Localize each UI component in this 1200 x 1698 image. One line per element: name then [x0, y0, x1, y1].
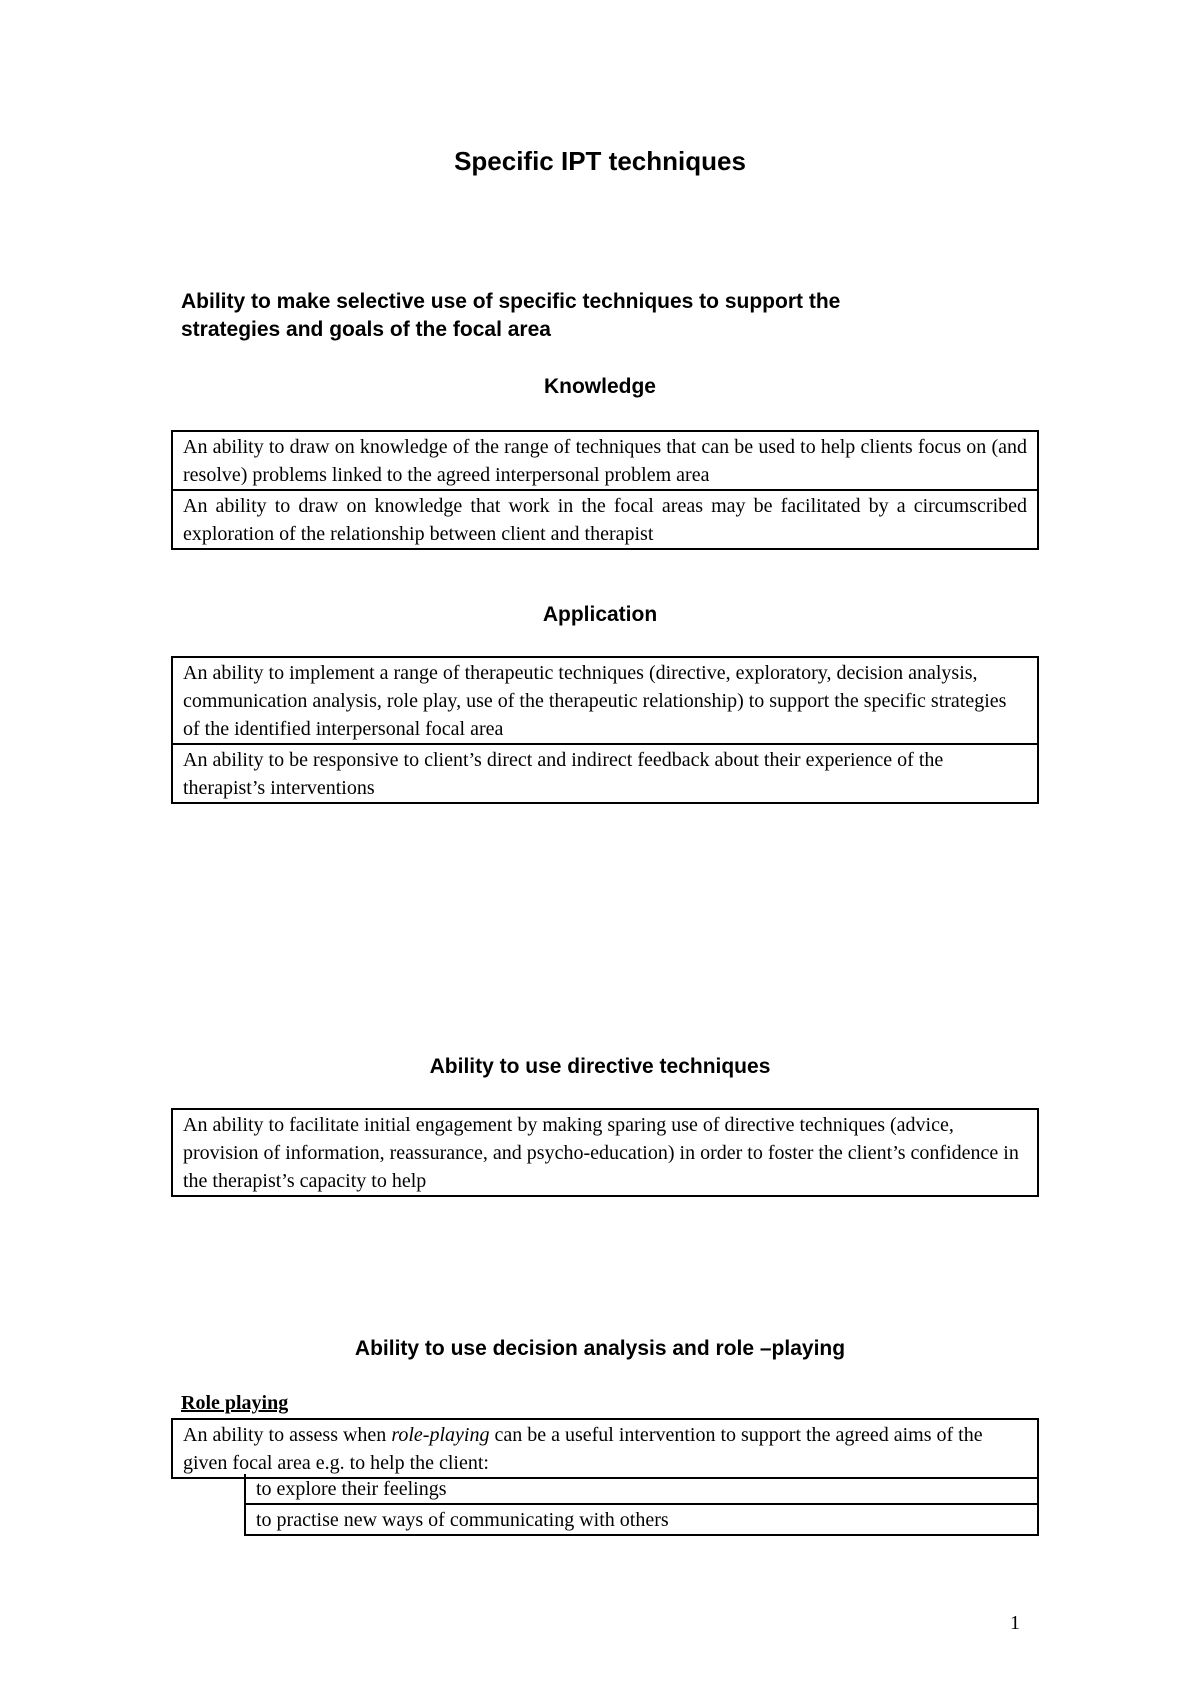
directive-item: An ability to facilitate initial engagement by making sparing use of directive techniques (advice, provision of information, reassurance, and psycho-education) in order to foster the client’s confidence in the therapist’s capacity to help	[183, 1114, 1019, 1192]
role-playing-intro-after: can be a useful intervention to support the agreed aims of the given focal area e.g. to help the client:	[183, 1424, 983, 1474]
page-title: Specific IPT techniques	[454, 146, 746, 176]
role-playing-intro-emphasis: role-playing	[391, 1424, 490, 1446]
decision-analysis-heading: Ability to use decision analysis and role –playing	[354, 1337, 846, 1360]
knowledge-table	[171, 430, 1039, 550]
directive-techniques-heading: Ability to use directive techniques	[429, 1055, 771, 1078]
role-playing-label: Role playing	[181, 1392, 289, 1414]
role-playing-subitem: to explore their feelings	[256, 1478, 447, 1500]
role-playing-subitem: to practise new ways of communicating with others	[246, 1503, 1037, 1534]
knowledge-heading: Knowledge	[543, 375, 656, 398]
application-table	[171, 656, 1039, 804]
application-item: An ability to implement a range of therapeutic techniques (directive, exploratory, decision analysis, communication analysis, role play, use of the therapeutic relationship) to support the specific strategies of the identified interpersonal focal area	[183, 662, 1007, 740]
application-heading: Application	[542, 603, 658, 626]
knowledge-item: An ability to draw on knowledge of the range of techniques that can be used to help clients focus on (and resolve) problems linked to the agreed interpersonal problem area	[183, 436, 1027, 486]
role-playing-intro-before: An ability to assess when	[183, 1424, 392, 1446]
directive-techniques-table	[171, 1108, 1039, 1197]
application-item: An ability to be responsive to client’s direct and indirect feedback about their experience of the therapist’s interventions	[173, 743, 1037, 802]
section-heading-line-1: Ability to make selective use of specific techniques to support the	[181, 290, 841, 313]
role-playing-intro	[173, 1420, 1037, 1477]
section-heading-selective-use	[181, 288, 1041, 344]
section-heading-line-2: strategies and goals of the focal area	[181, 318, 551, 341]
role-playing-subitems-table	[244, 1474, 1039, 1536]
knowledge-item: An ability to draw on knowledge that work in the focal areas may be facilitated by a circumscribed exploration of the relationship between client and therapist	[173, 489, 1037, 548]
page-number: 1	[1010, 1612, 1020, 1634]
role-playing-intro-table	[171, 1418, 1039, 1479]
